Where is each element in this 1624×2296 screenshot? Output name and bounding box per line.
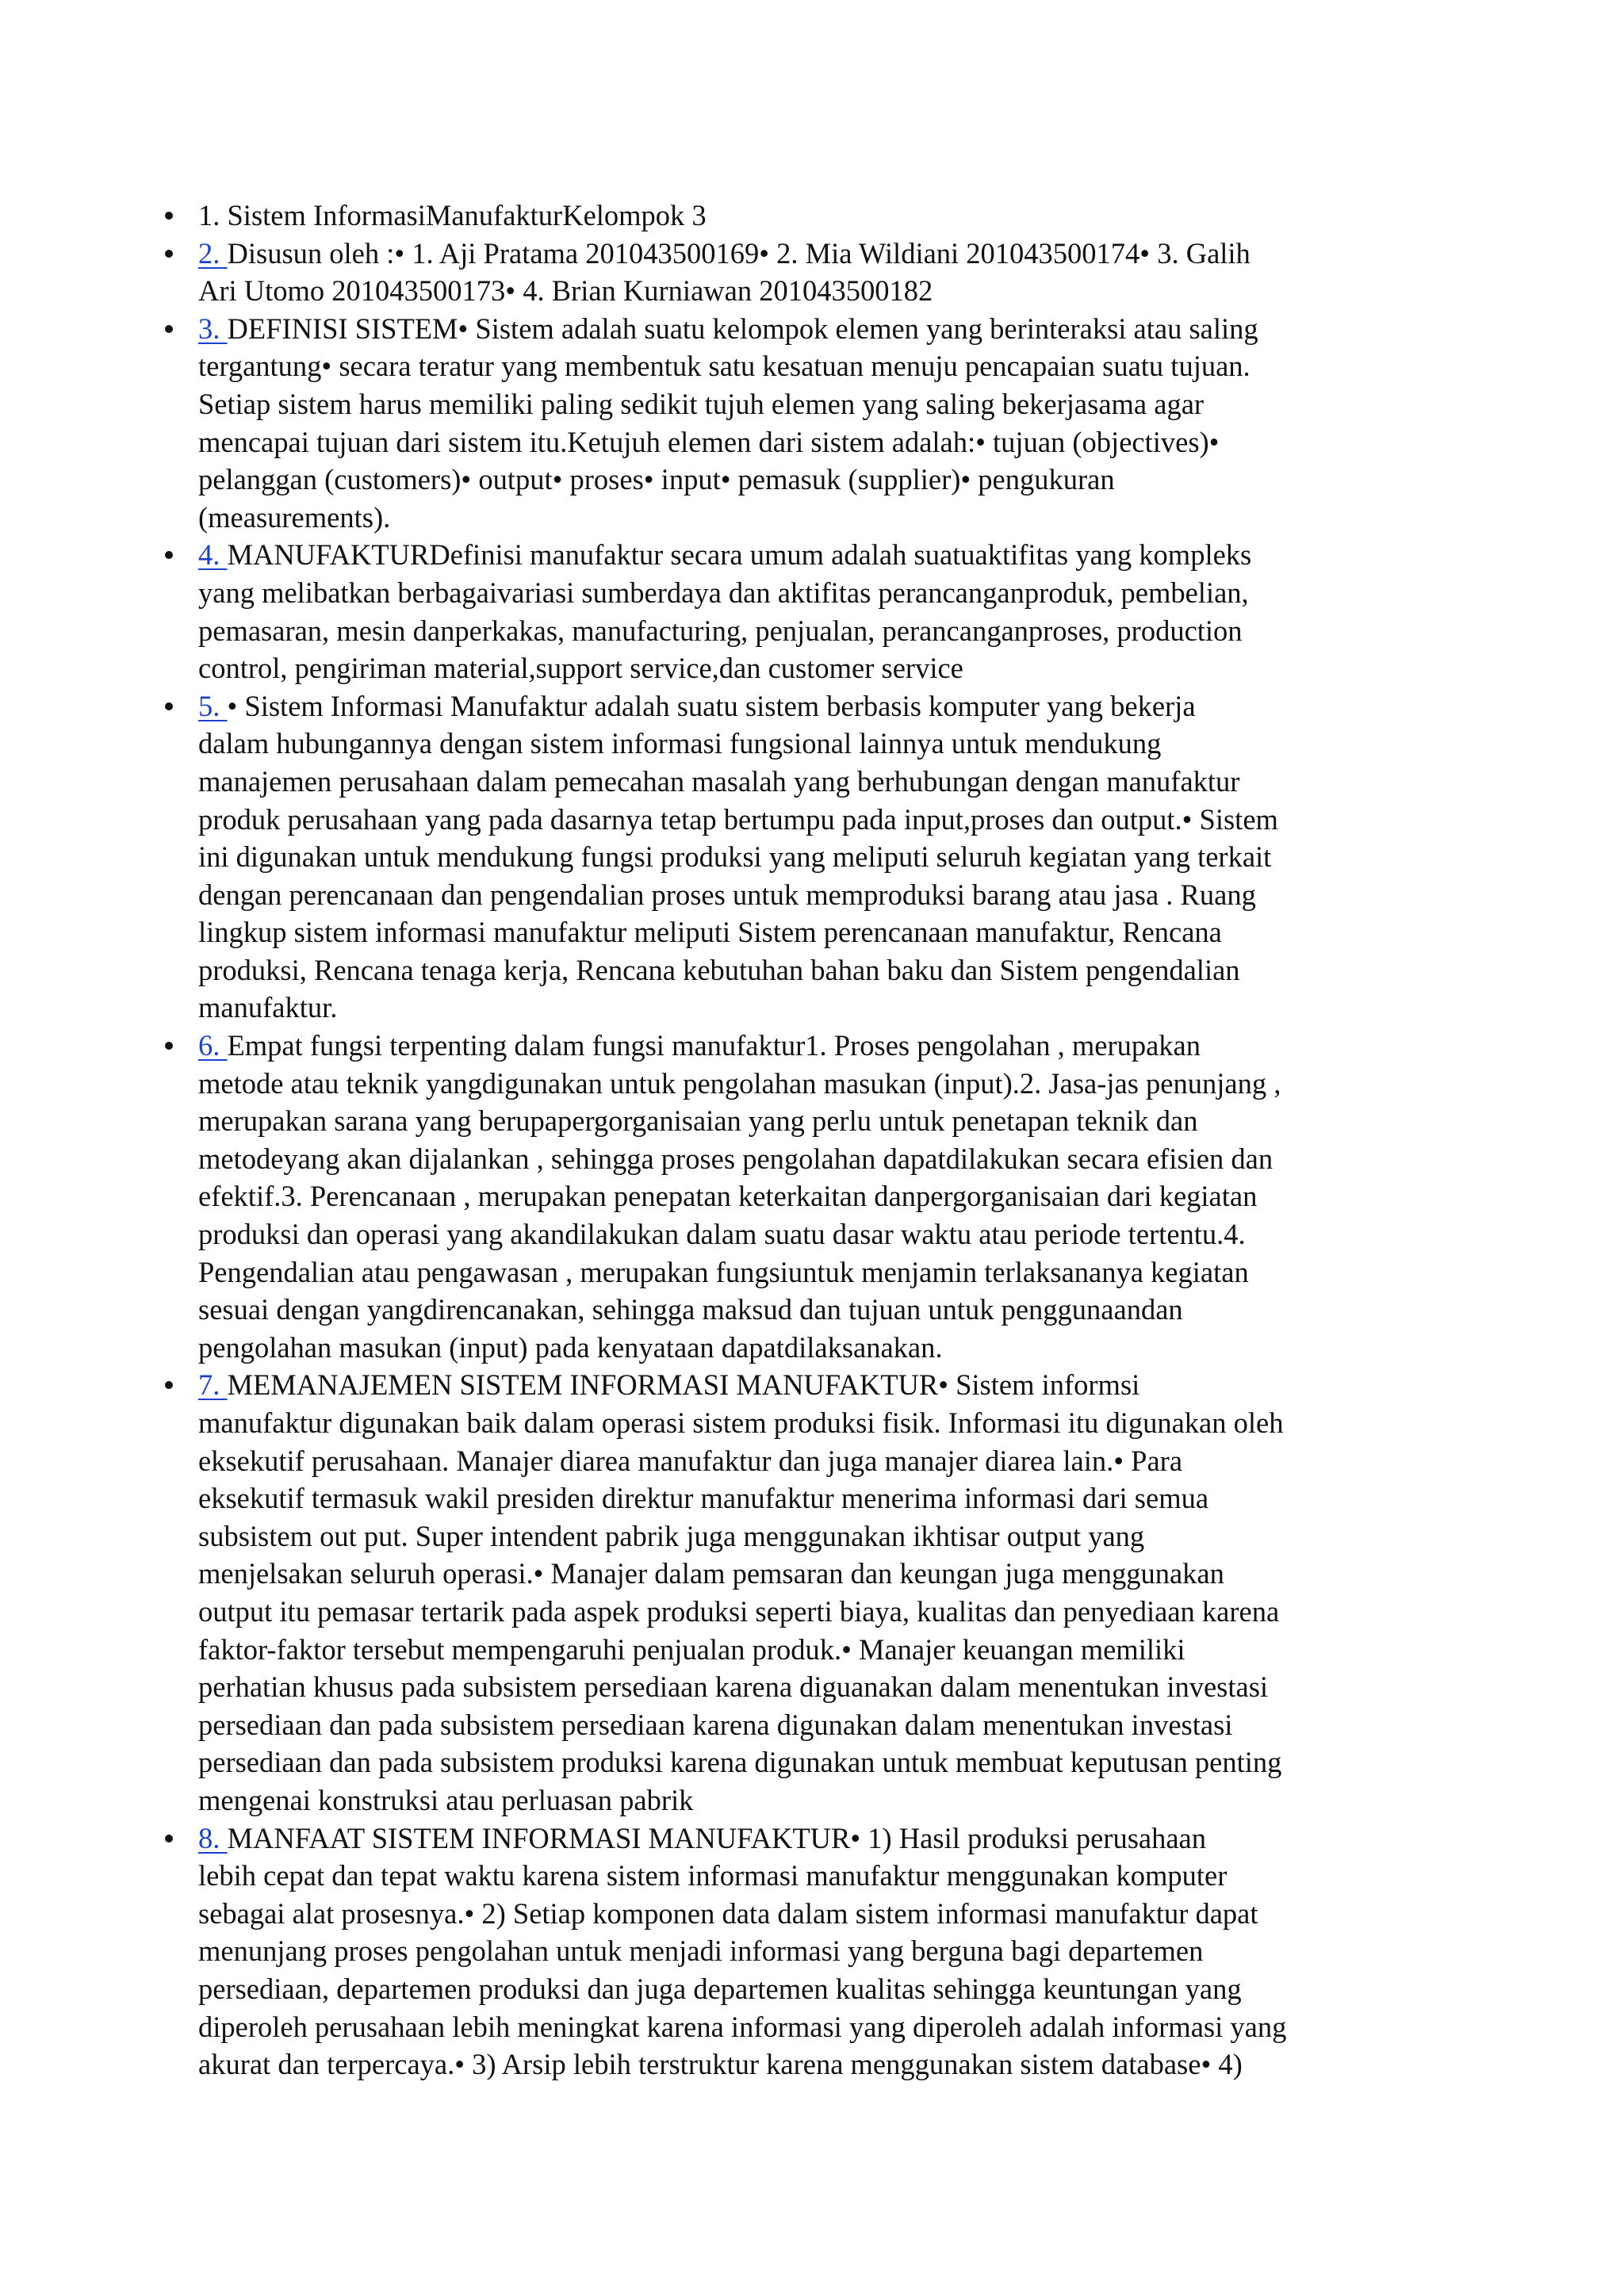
- bullet-icon: [162, 1820, 178, 1858]
- item-text: MANUFAKTURDefinisi manufaktur secara umum adalah suatuaktifitas yang kompleks yang melibatkan berbagaivariasi sumberdaya dan aktifitas perancanganproduk, pembelian, pemasaran, mesin danperkakas, manufacturing, penjualan, perancanganproses, production control, pengiriman material,support service,dan customer service: [198, 538, 1252, 685]
- item-text: DEFINISI SISTEM• Sistem adalah suatu kelompok elemen yang berinteraksi atau saling tergantung• secara teratur yang membentuk satu kesatuan menuju pencapaian suatu tujuan. Setiap sistem harus memiliki paling sedikit tujuh elemen yang saling bekerjasama agar mencapai tujuan dari sistem itu.Ketujuh elemen dari sistem adalah:• tujuan (objectives)• pelanggan (customers)• output• proses• input• pemasuk (supplier)• pengukuran (measurements).: [198, 312, 1258, 534]
- slide-number-link[interactable]: 6.: [198, 1029, 228, 1062]
- list-item: [198, 687, 1435, 1027]
- slide-number-link[interactable]: 8.: [198, 1821, 228, 1854]
- bullet-icon: [162, 310, 178, 348]
- list-item: [198, 1027, 1435, 1366]
- slide-number-link[interactable]: 5.: [198, 689, 228, 722]
- slide-number-link[interactable]: 3.: [198, 312, 228, 345]
- slide-number-link[interactable]: 4.: [198, 538, 228, 572]
- list-item: [198, 1820, 1435, 2084]
- item-text: MANFAAT SISTEM INFORMASI MANUFAKTUR• 1) Hasil produksi perusahaan lebih cepat dan tepat waktu karena sistem informasi manufaktur menggunakan komputer sebagai alat prosesnya.• 2) Setiap komponen data dalam sistem informasi manufaktur dapat menunjang proses pengolahan untuk menjadi informasi yang berguna bagi departemen persediaan, departemen produksi dan juga departemen kualitas sehingga keuntungan yang diperoleh perusahaan lebih meningkat karena informasi yang diperoleh adalah informasi yang akurat dan terpercaya.• 3) Arsip lebih terstruktur karena menggunakan sistem database• 4): [198, 1821, 1287, 2081]
- bullet-icon: [162, 1027, 178, 1065]
- list-item: [198, 310, 1435, 537]
- item-text: • Sistem Informasi Manufaktur adalah suatu sistem berbasis komputer yang bekerja dalam hubungannya dengan sistem informasi fungsional lainnya untuk mendukung manajemen perusahaan dalam pemecahan masalah yang berhubungan dengan manufaktur produk perusahaan yang pada dasarnya tetap bertumpu pada input,proses dan output.• Sistem ini digunakan untuk mendukung fungsi produksi yang meliputi seluruh kegiatan yang terkait dengan perencanaan dan pengendalian proses untuk memproduksi barang atau jasa . Ruang lingkup sistem informasi manufaktur meliputi Sistem perencanaan manufaktur, Rencana produksi, Rencana tenaga kerja, Rencana kebutuhan bahan baku dan Sistem pengendalian manufaktur.: [198, 689, 1278, 1024]
- bullet-icon: [162, 687, 178, 725]
- list-item: [198, 536, 1435, 687]
- list-item: [198, 1366, 1435, 1819]
- list-item: [198, 197, 1435, 235]
- slide-list: [198, 197, 1435, 2084]
- bullet-icon: [162, 197, 178, 235]
- bullet-icon: [162, 1366, 178, 1404]
- bullet-icon: [162, 235, 178, 273]
- slide-number-link[interactable]: 2.: [198, 236, 228, 270]
- list-item: [198, 235, 1435, 310]
- item-text: 1. Sistem InformasiManufakturKelompok 3: [198, 199, 707, 232]
- bullet-icon: [162, 536, 178, 574]
- item-text: MEMANAJEMEN SISTEM INFORMASI MANUFAKTUR• Sistem informsi manufaktur digunakan baik dalam operasi sistem produksi fisik. Informasi itu digunakan oleh eksekutif perusahaan. Manajer diarea manufaktur dan juga manajer diarea lain.• Para eksekutif termasuk wakil presiden direktur manufaktur menerima informasi dari semua subsistem out put. Super intendent pabrik juga menggunakan ikhtisar output yang menjelsakan seluruh operasi.• Manajer dalam pemsaran dan keungan juga menggunakan output itu pemasar tertarik pada aspek produksi seperti biaya, kualitas dan penyediaan karena faktor-faktor tersebut mempengaruhi penjualan produk.• Manajer keuangan memiliki perhatian khusus pada subsistem persediaan karena diguanakan dalam menentukan investasi persediaan dan pada subsistem persediaan karena digunakan dalam menentukan investasi persediaan dan pada subsistem produksi karena digunakan untuk membuat keputusan penting mengenai konstruksi atau perluasan pabrik: [198, 1368, 1284, 1816]
- item-text: Disusun oleh :• 1. Aji Pratama 201043500169• 2. Mia Wildiani 201043500174• 3. Galih Ari Utomo 201043500173• 4. Brian Kurniawan 201043500182: [198, 236, 1251, 308]
- slide-number-link[interactable]: 7.: [198, 1368, 228, 1402]
- item-text: Empat fungsi terpenting dalam fungsi manufaktur1. Proses pengolahan , merupakan metode atau teknik yangdigunakan untuk pengolahan masukan (input).2. Jasa-jas penunjang , merupakan sarana yang berupapergorganisaian yang perlu untuk penetapan teknik dan metodeyang akan dijalankan , sehingga proses pengolahan dapatdilakukan secara efisien dan efektif.3. Perencanaan , merupakan penepatan keterkaitan danpergorganisaian dari kegiatan produksi dan operasi yang akandilakukan dalam suatu dasar waktu atau periode tertentu.4. Pengendalian atau pengawasan , merupakan fungsiuntuk menjamin terlaksananya kegiatan sesuai dengan yangdirencanakan, sehingga maksud dan tujuan untuk penggunaandan pengolahan masukan (input) pada kenyataan dapatdilaksanakan.: [198, 1029, 1281, 1364]
